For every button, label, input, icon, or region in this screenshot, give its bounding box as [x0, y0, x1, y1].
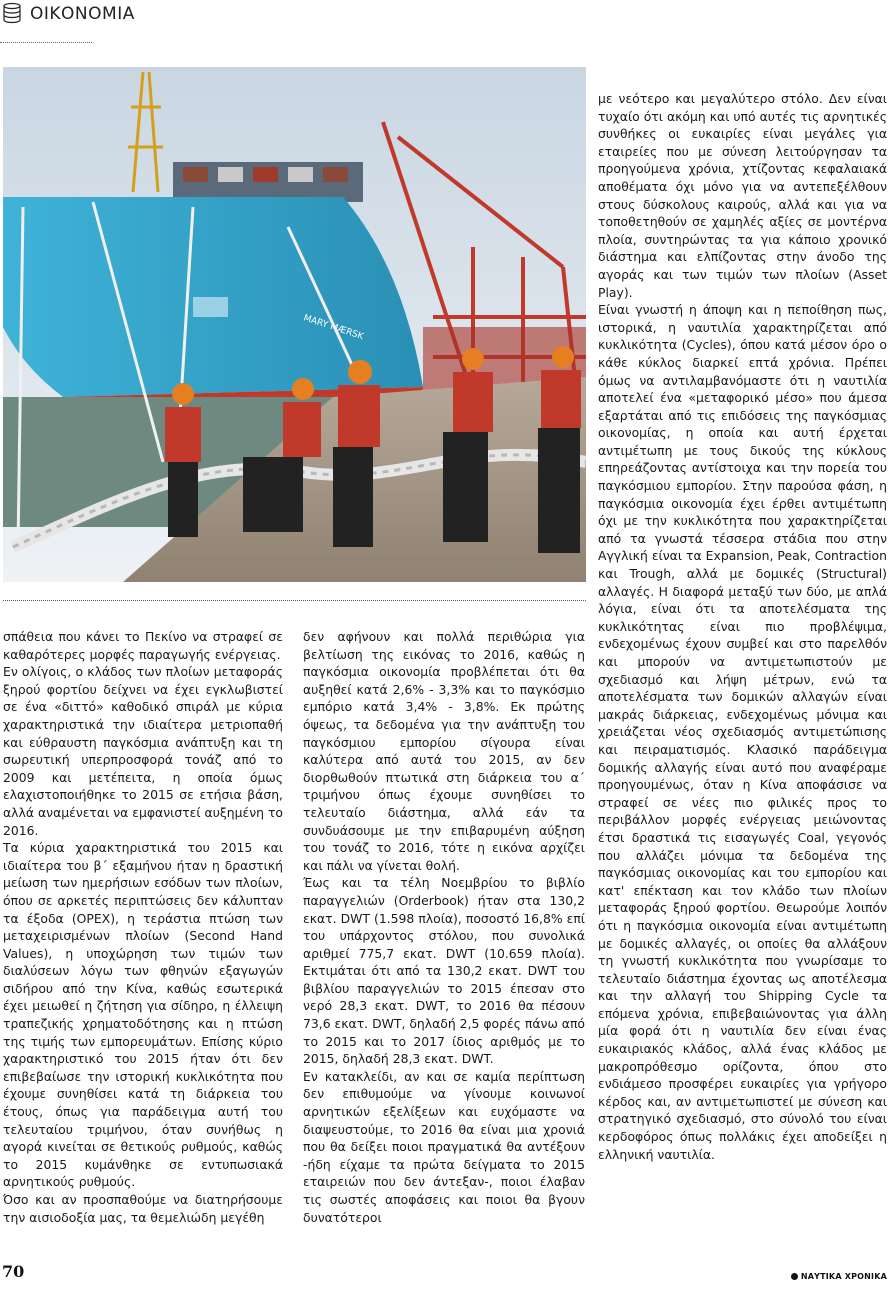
paragraph: Όσο και αν προσπαθούμε να διατηρήσουμε την αισιοδοξία μας, τα θεμελιώδη μεγέθη — [3, 1192, 283, 1225]
paragraph: Εν ολίγοις, ο κλάδος των πλοίων μεταφοράς ξηρού φορτίου δείχνει να έχει εγκλωβιστεί σε ένα «διττό» καθοδικό σπιράλ με κύρια χαρακτηριστικά την ιδιαίτερα μετριοπαθή και εύθραυστη παγκόσμια ανάπτυξη και τη σωρευτική υπερπροσφορά τονάζ από το 2009 και μετέπειτα, η οποία όμως ελαχιστοποιήθηκε το 2015 σε ετήσια βάση, αλλά αναμένεται να εμφανιστεί αυξημένη το 2016. — [3, 664, 283, 838]
article-column-2 — [303, 628, 585, 1226]
paragraph: Εν κατακλείδι, αν και σε καμία περίπτωση δεν επιθυμούμε να γίνουμε κοινωνοί αρνητικών εξελίξεων και ευχόμαστε να διαψευστούμε, το 2016 θα είναι μια χρονιά που θα δείξει ποιοι πραγματικά θα αντέξουν -ήδη είχαμε τα πρώτα δείγματα το 2015 εταιρειών που δεν άντεξαν-, ποιοι έλαβαν τις σωστές αποφάσεις και ποιοι θα βγουν δυνατότεροι — [303, 1068, 585, 1225]
paragraph: με νεότερο και μεγαλύτερο στόλο. Δεν είναι τυχαίο ότι ακόμη και υπό αυτές τις αρνητικές συνθήκες οι ευκαιρίες είναι μεγάλες για εταιρείες που με σύνεση λειτούργησαν τα προηγούμενα χρόνια, χτίζοντας κεφαλαιακά αποθέματα όχι μόνο για να αντεπεξέλθουν στους δύσκολους καιρούς, αλλά και για να τοποθετηθούν σε χαμηλές αξίες σε μοντέρνα πλοία, συντηρώντας τα για κάποιο χρονικό διάστημα και ελπίζοντας στην άνοδο της αγοράς και των τιμών των πλοίων (Asset Play). — [598, 91, 887, 300]
worker — [333, 360, 380, 547]
photo-divider — [3, 600, 586, 601]
brand-logo-icon — [791, 1273, 798, 1280]
worker — [538, 346, 581, 553]
article-photo — [3, 67, 586, 582]
page-number: 70 — [2, 1262, 25, 1281]
article-column-3 — [598, 90, 887, 1163]
ship-name: MARY MÆRSK — [302, 313, 365, 343]
paragraph: Είναι γνωστή η άποψη και η πεποίθηση πως, ιστορικά, η ναυτιλία χαρακτηρίζεται από κυκλικότητα (Cycles), όπου κατά μέσον όρο ο κάθε κύκλος διαρκεί επτά χρόνια. Πρέπει όμως να αντιλαμβανόμαστε ότι η ναυτιλία αποτελεί ένα «μεταφορικό μέσο» που άμεσα εξαρτάται από τις επιδόσεις της παγκόσμιας οικονομίας, η οποία και αυτή έρχεται αντιμέτωπη με τους δικούς της κύκλους επηρεάζοντας αντίστοιχα και την πορεία του παγκόσμιου εμπορίου. Στην παρούσα φάση, η παγκόσμια οικονομία έχει έρθει αντιμέτωπη όχι με την κυκλικότητα που χαρακτηρίζεται από τα γνωστά τέσσερα στάδια που στην Αγγλική είναι τα Expansion, Peak, Contraction και Trough, αλλά με δομικές (Structural) αλλαγές. Η διαφορά μεταξύ των δύο, με απλά λόγια, είναι ότι τα αποτελέσματα της κυκλικότητας είναι πιο προβλέψιμα, ενδεχομένως έχουν συμβεί και στο παρελθόν και μπορούν να αντιμετωπιστούν με σχεδιασμό και λήψη μέτρων, ενώ τα αποτελέσματα των δομικών αλλαγών είναι μακράς διάρκειας, ενδεχομένως μόνιμα και χρειάζεται νέος σχεδιασμός αντιμετώπισης και πειραματισμός. Κλασικό παράδειγμα δομικής αλλαγής είναι αυτό που αναφέραμε προηγουμένως, όταν η Κίνα αποφάσισε να στραφεί σε νέες πιο φιλικές προς το περιβάλλον μορφές ενέργειας μειώνοντας έτσι δραστικά τις εισαγωγές Coal, γεγονός που αλλάζει μόνιμα τα δεδομένα της παγκόσμιας οικονομίας και του εμπορίου και κατ' επέκταση και τον κλάδο των πλοίων μεταφοράς ξηρού φορτίου. Θεωρούμε λοιπόν ότι η παγκόσμια οικονομία είναι αντιμέτωπη με δομικές αλλαγές, οι οποίες θα αλλάξουν τη γνωστή κυκλικότητα που γνωρίσαμε το τελευταίο διάστημα έχοντας ως αποτέλεσμα και την αλλαγή του Shipping Cycle τα επόμενα χρόνια, επιβεβαιώνοντας για άλλη μία φορά ότι η ναυτιλία δεν είναι ένας ευκαιριακός κλάδος, αλλά ένας κλάδος με μακροπρόθεσμο ορίζοντα, όπου στο ενδιάμεσο προσφέρει ευκαιρίες για γρήγορο κέρδος και, αν αντιμετωπιστεί με σύνεση και στρατηγικό σχεδιασμό, στο σύνολό του είναι κερδοφόρος όπως πολλάκις έχει αποδείξει η ελληνική ναυτιλία. — [598, 302, 887, 1162]
brand-name: ΝΑΥΤΙΚΑ ΧΡΟΝΙΚΑ — [800, 1272, 887, 1281]
paragraph: δεν αφήνουν και πολλά περιθώρια για βελτίωση της εικόνας το 2016, καθώς η παγκόσμια οικονομία προβλέπεται ότι θα αυξηθεί κατά 2,6% - 3,3% και το παγκόσμιο εμπόριο κατά 3,4% - 3,8%. Εκ πρώτης όψεως, τα δεδομένα για την ανάπτυξη του παγκόσμιου εμπορίου σίγουρα είναι καλύτερα από αυτά του 2015, αν δεν διορθωθούν πτωτικά στη διάρκεια του α΄ τριμήνου όπως έχουμε συνηθίσει το τελευταίο διάστημα, αλλά εάν τα συνδυάσουμε με την επιβαρυμένη αύξηση του τονάζ το 2016, τότε η εικόνα αρχίζει και πάλι να γίνεται θολή. — [303, 629, 585, 873]
deck-containers — [173, 162, 363, 202]
section-title: ΟΙΚΟΝΟΜΙΑ — [30, 4, 135, 24]
paragraph: Τα κύρια χαρακτηριστικά του 2015 και ιδιαίτερα του β΄ εξαμήνου ήταν η δραστική μείωση των ημερήσιων εσόδων των πλοίων, όπου σε αρκετές περιπτώσεις δεν κάλυπταν τα έξοδα (OPEX), η τεράστια πτώση των μεταχειρισμένων πλοίων (Second Hand Values), η υποχώρηση των τιμών των διαλύσεων λόγω των φθηνών εξαγωγών σιδήρου από την Κίνα, καθώς εσωτερικά έχει μειωθεί η ζήτηση για σίδηρο, η έλλειψη τραπεζικής χρηματοδότησης και η πτώση της τιμής των εμπορευμάτων. Επίσης κύριο χαρακτηριστικό του 2015 ήταν ότι δεν επιβεβαίωσε την ιστορική κυκλικότητα που έχουμε συνηθίσει κατά τη διάρκεια του έτους, όπως για παράδειγμα αυτή του τελευταίου τριμήνου, όταν συνήθως η αγορά κινείται σε θετικούς ρυθμούς, καθώς το 2015 κυμάνθηκε σε εντυπωσιακά αρνητικούς ρυθμούς. — [3, 840, 283, 1190]
publication-brand — [791, 1272, 887, 1281]
hull-window — [193, 297, 228, 317]
paragraph: Έως και τα τέλη Νοεμβρίου το βιβλίο παραγγελιών (Orderbook) ήταν στα 130,2 εκατ. DWT (1.598 πλοία), ποσοστό 16,8% επί του υπάρχοντος στόλου, που συνολικά αριθμεί 775,7 εκατ. DWT (10.659 πλοία). Εκτιμάται ότι από τα 130,2 εκατ. DWT του βιβλίου παραγγελιών το 2015 έπεσαν στο νερό 28,3 εκατ. DWT, το 2016 θα πέσουν 73,6 εκατ. DWT, δηλαδή 2,5 φορές πάνω από το 2015 και το 2017 ίδιος αριθμός με το 2015, δηλαδή 28,3 εκατ. DWT. — [303, 875, 585, 1067]
page-header — [0, 0, 889, 44]
header-divider — [0, 42, 92, 43]
article-column-1 — [3, 628, 283, 1226]
coin-stack-icon — [2, 2, 22, 24]
paragraph: σπάθεια που κάνει το Πεκίνο να στραφεί σε καθαρότερες μορφές παραγωγής ενέργειας. — [3, 629, 283, 662]
container-ship-photo — [3, 67, 586, 582]
